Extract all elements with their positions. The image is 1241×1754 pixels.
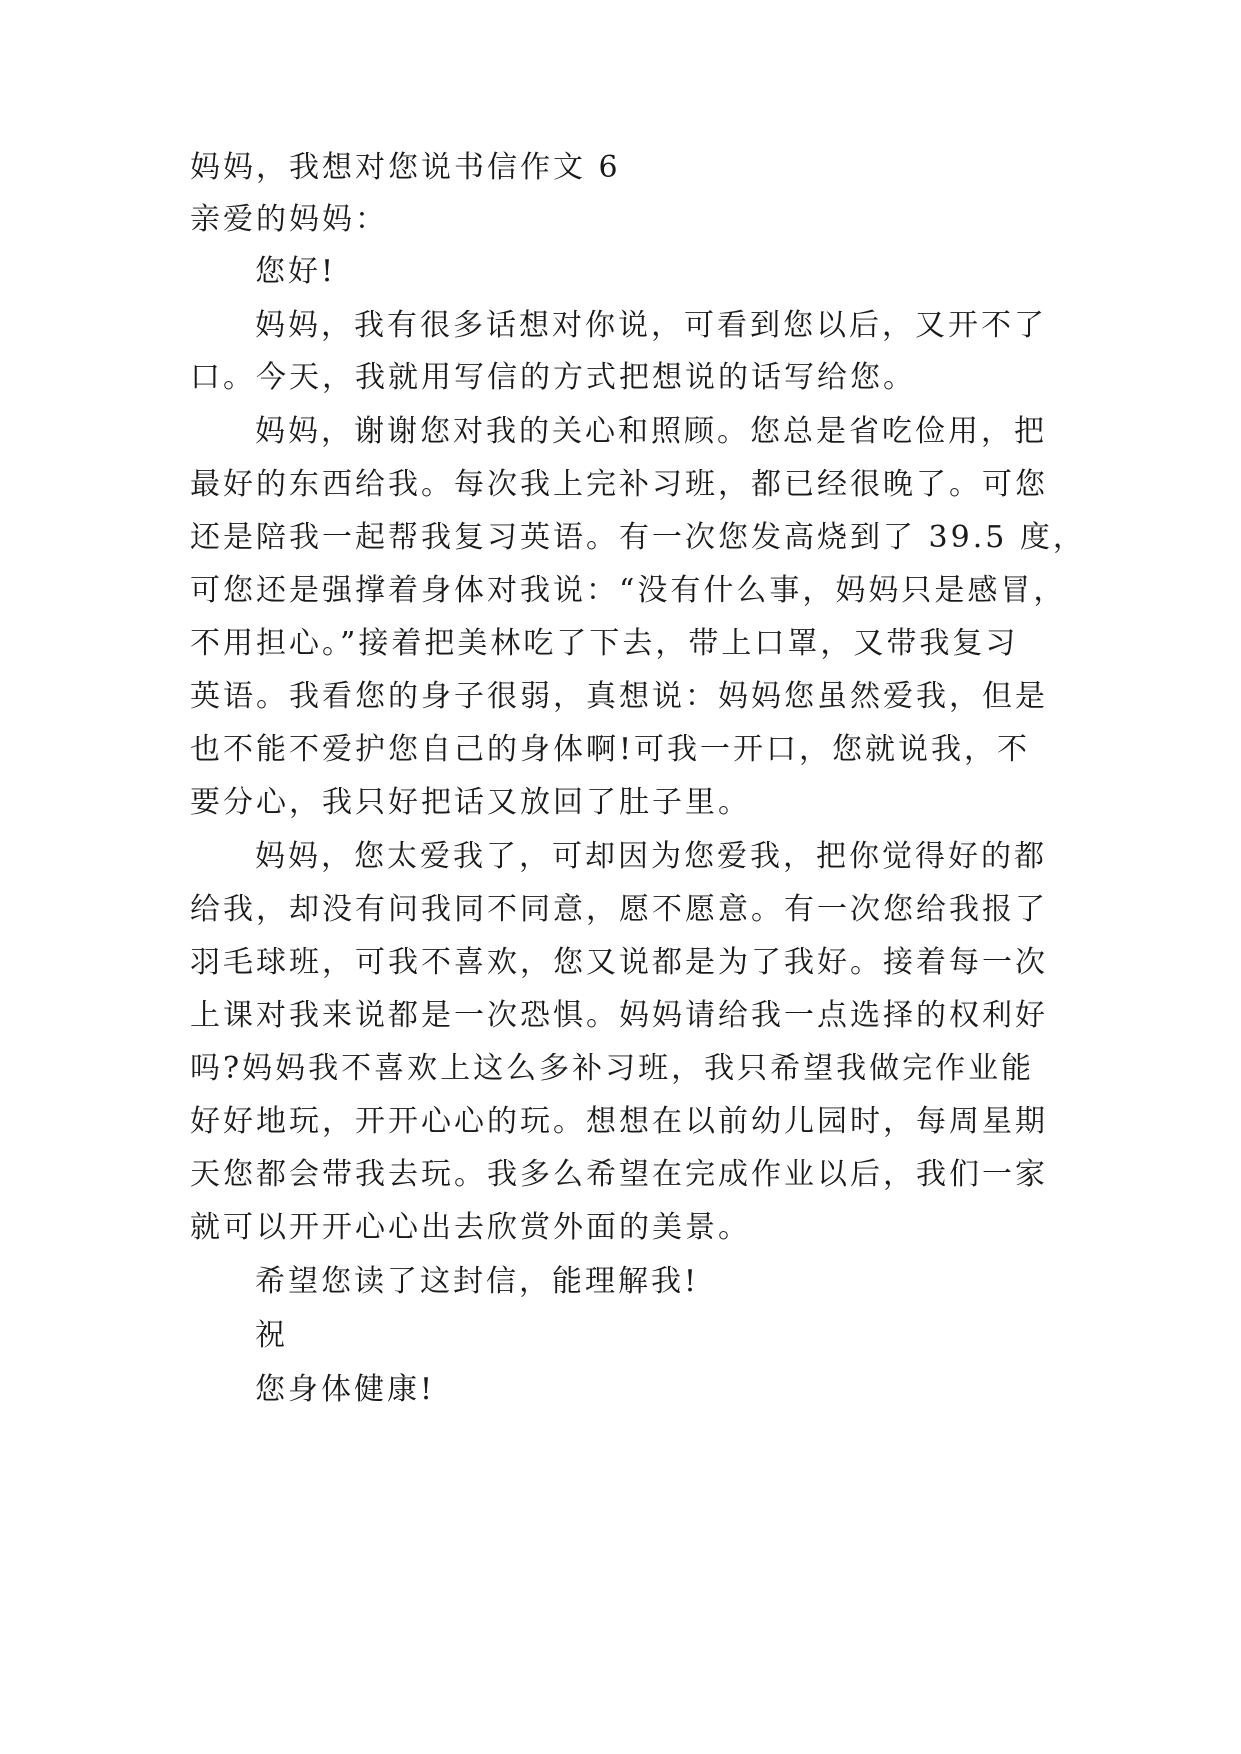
paragraph-line: 可您还是强撑着身体对我说：“没有什么事，妈妈只是感冒，: [190, 573, 1067, 608]
paragraph-line: 好好地玩，开开心心的玩。想想在以前幼儿园时，每周星期: [190, 1104, 1048, 1139]
paragraph-line: 妈妈，谢谢您对我的关心和照顾。您总是省吃俭用，把: [255, 414, 1047, 449]
paragraph-line: 最好的东西给我。每次我上完补习班，都已经很晚了。可您: [190, 467, 1048, 502]
paragraph-line: 不用担心。”接着把美林吃了下去，带上口罩，又带我复习: [190, 626, 1019, 661]
document-title: 妈妈，我想对您说书信作文 6: [190, 150, 621, 185]
paragraph-line: 口。今天，我就用写信的方式把想说的话写给您。: [190, 360, 916, 395]
paragraph-line: 也不能不爱护您自己的身体啊!可我一开口，您就说我，不: [190, 732, 1031, 767]
paragraph-line: 妈妈，您太爱我了，可却因为您爱我，把你觉得好的都: [255, 839, 1047, 874]
letter-greeting: 您好!: [255, 254, 337, 289]
paragraph-line: 要分心，我只好把话又放回了肚子里。: [190, 785, 751, 820]
paragraph-line: 吗?妈妈我不喜欢上这么多补习班，我只希望我做完作业能: [190, 1051, 1035, 1086]
paragraph-line: 给我，却没有问我同不同意，愿不愿意。有一次您给我报了: [190, 892, 1048, 927]
paragraph-line: 英语。我看您的身子很弱，真想说：妈妈您虽然爱我，但是: [190, 679, 1048, 714]
letter-salutation: 亲爱的妈妈：: [190, 202, 388, 237]
paragraph-line: 就可以开开心心出去欣赏外面的美景。: [190, 1210, 751, 1245]
paragraph-line: 天您都会带我去玩。我多么希望在完成作业以后，我们一家: [190, 1157, 1048, 1192]
paragraph-line: 妈妈，我有很多话想对你说，可看到您以后，又开不了: [255, 308, 1047, 343]
closing-wish: 祝: [255, 1318, 288, 1353]
closing-health: 您身体健康!: [255, 1372, 436, 1407]
paragraph-line: 还是陪我一起帮我复习英语。有一次您发高烧到了 39.5 度，: [190, 520, 1086, 555]
paragraph-line: 上课对我来说都是一次恐惧。妈妈请给我一点选择的权利好: [190, 998, 1048, 1033]
paragraph-line: 羽毛球班，可我不喜欢，您又说都是为了我好。接着每一次: [190, 945, 1048, 980]
closing-hope: 希望您读了这封信，能理解我!: [255, 1264, 700, 1299]
